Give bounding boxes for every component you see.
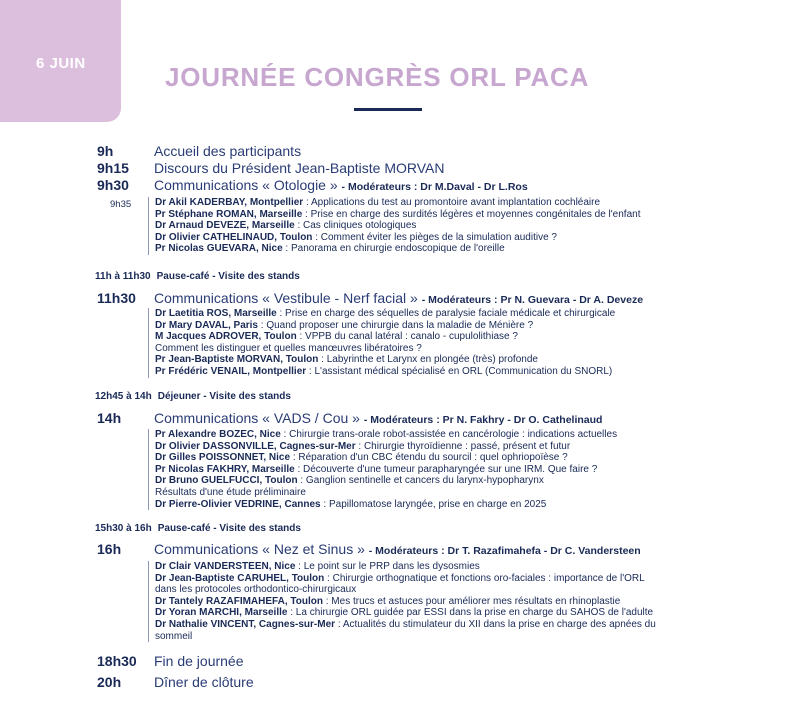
topic: : Cas cliniques otologiques — [294, 220, 417, 232]
talk-item — [155, 499, 617, 511]
page-title: JOURNÉE CONGRÈS ORL PACA — [165, 62, 590, 92]
speaker: Dr Olivier CATHELINAUD, Toulon — [155, 231, 313, 243]
topic: : Prise en charge des surdités légères et moyennes congénitales de l'enfant — [302, 208, 641, 220]
talk-item — [155, 631, 656, 643]
topic: : L'assistant médical spécialisé en ORL (Communication du SNORL) — [306, 365, 613, 377]
session-moderators: - Modérateurs : Dr M.Daval - Dr L.Ros — [341, 181, 528, 193]
time: 20h — [97, 674, 122, 690]
title-underline — [354, 108, 422, 111]
topic: sommeil — [155, 630, 193, 642]
speaker: Dr Clair VANDERSTEEN, Nice — [155, 561, 296, 572]
topic: : Actualités du stimulateur du XII dans la prise en charge des apnées du — [335, 618, 656, 630]
talk-list-vestibule — [148, 308, 615, 378]
topic: : Labyrinthe et Larynx en plongée (très) profonde — [318, 354, 538, 366]
topic: : Le point sur le PRP dans les dysosmies — [295, 561, 480, 572]
session-title: Communications « Otologie » — [154, 177, 338, 193]
talk-item — [155, 331, 615, 343]
speaker: Dr Gilles POISSONNET, Nice — [155, 452, 291, 464]
speaker: Pr Nicolas GUEVARA, Nice — [155, 243, 283, 255]
speaker: Pr Nicolas FAKHRY, Marseille — [155, 463, 295, 475]
topic: : Ganglion sentinelle et cancers du larynx-hypopharynx — [297, 475, 544, 487]
talk-item — [155, 354, 615, 366]
break-label: Déjeuner - Visite des stands — [157, 391, 291, 402]
talk-item — [155, 366, 615, 378]
topic: : Chirurgie trans-orale robot-assistée en cancérologie : indications actuelles — [280, 429, 618, 440]
session-title: Communications « Nez et Sinus » — [154, 541, 365, 557]
speaker: Dr Yoran MARCHI, Marseille — [155, 607, 288, 619]
session-moderators: - Modérateurs : Dr T. Razafimahefa - Dr C. Vandersteen — [368, 545, 641, 557]
session-heading — [154, 177, 528, 193]
talk-item — [155, 320, 615, 332]
break-time: 11h à 11h30 — [95, 271, 151, 282]
topic: : Chirurgie thyroïdienne : passé, présent et futur — [355, 440, 571, 452]
topic: : Prise en charge des séquelles de paralysie faciale médicale et chirurgicale — [276, 308, 616, 319]
talk-item — [155, 308, 615, 320]
break-label: Pause-café - Visite des stands — [156, 271, 300, 282]
speaker: Pr Alexandre BOZEC, Nice — [155, 429, 281, 440]
speaker: Dr Jean-Baptiste CARUHEL, Toulon — [155, 572, 325, 584]
topic: : Panorama en chirurgie endoscopique de l'oreille — [282, 243, 505, 255]
talk-item — [155, 561, 656, 573]
label: Discours du Président Jean-Baptiste MORVAN — [154, 160, 445, 176]
talk-list-vads — [148, 429, 617, 510]
time: 18h30 — [97, 653, 137, 669]
topic: : La chirurgie ORL guidée par ESSI dans la prise en charge du SAHOS de l'adulte — [287, 607, 654, 619]
talk-item — [155, 573, 656, 585]
event-date: 6 JUIN — [36, 55, 86, 72]
break-time: 15h30 à 16h — [95, 523, 152, 534]
label: Dîner de clôture — [154, 674, 254, 690]
talk-item — [155, 475, 617, 487]
time: 16h — [97, 541, 122, 557]
speaker: Dr Akil KADERBAY, Montpellier — [155, 197, 304, 208]
date-tab — [0, 0, 121, 122]
speaker: Dr Laetitia ROS, Marseille — [155, 308, 277, 319]
talk-item — [155, 452, 617, 464]
speaker: Pr Jean-Baptiste MORVAN, Toulon — [155, 354, 319, 366]
break-coffee-1 — [95, 271, 300, 282]
talk-item — [155, 197, 641, 209]
time: 9h — [97, 143, 114, 159]
topic: : Applications du test au promontoire avant implantation cochléaire — [303, 197, 601, 208]
talk-item — [155, 464, 617, 476]
topic: : Comment éviter les pièges de la simulation auditive ? — [312, 231, 557, 243]
talk-item — [155, 619, 656, 631]
talk-item — [155, 441, 617, 453]
talk-item — [155, 596, 656, 608]
talk-item — [155, 607, 656, 619]
topic: : VPPB du canal latéral : canalo - cupulolithiase ? — [296, 331, 518, 343]
session-heading — [154, 290, 643, 306]
topic: Résultats d'une étude préliminaire — [155, 486, 306, 498]
talk-list-otologie — [148, 197, 641, 255]
talk-list-nez-sinus — [148, 561, 656, 642]
speaker: Dr Tantely RAZAFIMAHEFA, Toulon — [155, 595, 323, 607]
label: Fin de journée — [154, 653, 244, 669]
sub-time: 9h35 — [110, 199, 132, 210]
time: 9h30 — [97, 177, 129, 193]
talk-item — [155, 232, 641, 244]
speaker: Dr Olivier DASSONVILLE, Cagnes-sur-Mer — [155, 440, 356, 452]
talk-item — [155, 243, 641, 255]
speaker: Pr Frédéric VENAIL, Montpellier — [155, 365, 307, 377]
topic: : Mes trucs et astuces pour améliorer mes résultats en rhinoplastie — [322, 595, 621, 607]
speaker: Dr Nathalie VINCENT, Cagnes-sur-Mer — [155, 618, 336, 630]
speaker: M Jacques ADROVER, Toulon — [155, 331, 297, 343]
topic: : Chirurgie orthognatique et fonctions oro-faciales : importance de l'ORL — [324, 572, 645, 584]
break-time: 12h45 à 14h — [95, 391, 152, 402]
speaker: Dr Mary DAVAL, Paris — [155, 319, 258, 331]
session-moderators: - Modérateurs : Pr N. Fakhry - Dr O. Cathelinaud — [363, 414, 603, 426]
session-heading — [154, 410, 602, 426]
topic: : Quand proposer une chirurgie dans la maladie de Ménière ? — [258, 319, 534, 331]
speaker: Dr Bruno GUELFUCCI, Toulon — [155, 475, 298, 487]
time: 9h15 — [97, 160, 129, 176]
talk-item — [155, 343, 615, 355]
break-label: Pause-café - Visite des stands — [157, 523, 301, 534]
talk-item — [155, 584, 656, 596]
break-coffee-2 — [95, 523, 301, 534]
topic: : Réparation d'un CBC étendu du sourcil : quel ophriopoïèse ? — [290, 452, 568, 464]
session-heading — [154, 541, 641, 557]
session-title: Communications « Vestibule - Nerf facial » — [154, 290, 418, 306]
topic: Comment les distinguer et quelles manœuvres libératoires ? — [155, 342, 422, 354]
break-lunch — [95, 391, 291, 402]
talk-item — [155, 220, 641, 232]
speaker: Dr Pierre-Olivier VEDRINE, Cannes — [155, 498, 321, 510]
session-title: Communications « VADS / Cou » — [154, 410, 360, 426]
speaker: Dr Arnaud DEVEZE, Marseille — [155, 220, 295, 232]
talk-item — [155, 487, 617, 499]
speaker: Pr Stéphane ROMAN, Marseille — [155, 208, 303, 220]
label: Accueil des participants — [154, 143, 302, 159]
talk-item — [155, 429, 617, 441]
topic: : Papillomatose laryngée, prise en charge en 2025 — [320, 498, 547, 510]
time: 11h30 — [97, 290, 136, 306]
topic: : Découverte d'une tumeur parapharyngée sur une IRM. Que faire ? — [294, 463, 598, 475]
session-moderators: - Modérateurs : Pr N. Guevara - Dr A. Deveze — [421, 294, 644, 306]
talk-item — [155, 209, 641, 221]
topic: dans les protocoles orthodontico-chirurgicaux — [155, 584, 357, 596]
time: 14h — [97, 410, 122, 426]
